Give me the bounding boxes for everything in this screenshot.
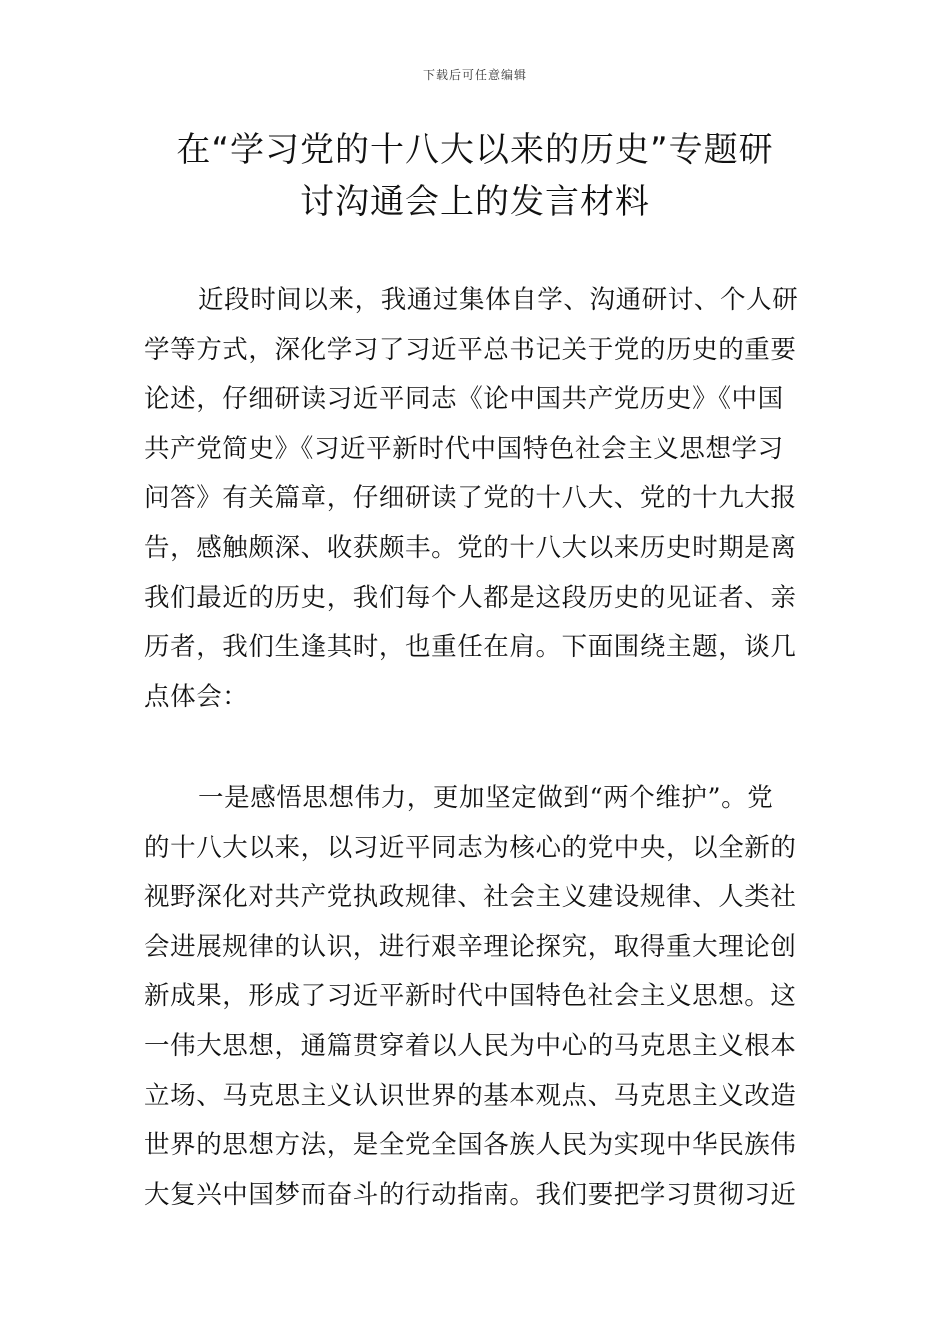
paragraph-line: 问答》有关篇章，仔细研读了党的十八大、党的十九大报 (144, 483, 797, 514)
paragraph-line: 近段时间以来，我通过集体自学、沟通研讨、个人研 (198, 285, 799, 315)
paragraph-line: 新成果，形成了习近平新时代中国特色社会主义思想。这 (144, 981, 797, 1012)
paragraph-line: 论述，仔细研读习近平同志《论中国共产党历史》《中国 (144, 384, 784, 415)
document-title (120, 124, 830, 228)
paragraph-line: 一伟大思想，通篇贯穿着以人民为中心的马克思主义根本 (144, 1030, 797, 1061)
paragraph-line: 我们最近的历史，我们每个人都是这段历史的见证者、亲 (144, 582, 797, 613)
paragraph-line: 学等方式，深化学习了习近平总书记关于党的历史的重要 (144, 334, 797, 365)
paragraph-line: 会进展规律的认识，进行艰辛理论探究，取得重大理论创 (144, 931, 797, 962)
paragraph-line: 历者，我们生逢其时，也重任在肩。下面围绕主题，谈几 (144, 632, 797, 663)
paragraph-intro (144, 276, 810, 722)
paragraph-line: 大复兴中国梦而奋斗的行动指南。我们要把学习贯彻习近 (144, 1179, 797, 1210)
paragraph-line: 一是感悟思想伟力，更加坚定做到“两个维护”。党 (198, 783, 774, 813)
paragraph-point-one (144, 774, 810, 1220)
paragraph-line: 的十八大以来，以习近平同志为核心的党中央，以全新的 (144, 832, 797, 863)
paragraph-line: 告，感触颇深、收获颇丰。党的十八大以来历史时期是离 (144, 532, 797, 563)
paragraph-line: 视野深化对共产党执政规律、社会主义建设规律、人类社 (144, 882, 797, 913)
paragraph-line: 共产党简史》《习近平新时代中国特色社会主义思想学习 (144, 433, 784, 464)
title-line: 在“学习党的十八大以来的历史”专题研 (176, 130, 774, 170)
header-note: 下载后可任意编辑 (422, 68, 527, 82)
paragraph-line: 立场、马克思主义认识世界的基本观点、马克思主义改造 (144, 1080, 797, 1111)
paragraph-line: 世界的思想方法，是全党全国各族人民为实现中华民族伟 (144, 1130, 797, 1161)
title-line: 讨沟通会上的发言材料 (300, 182, 650, 222)
paragraph-line: 点体会： (144, 681, 249, 712)
